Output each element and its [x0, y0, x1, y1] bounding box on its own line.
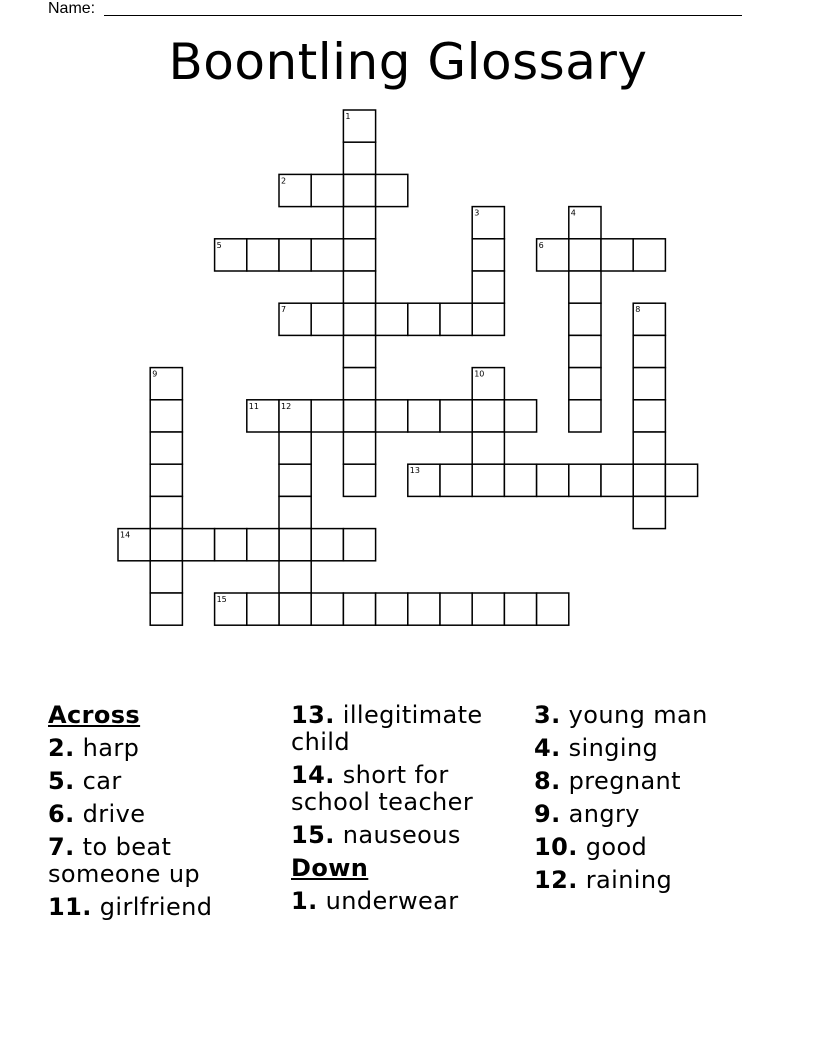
clue-text: singing [568, 734, 659, 762]
grid-cell[interactable] [504, 593, 536, 625]
grid-cell[interactable] [279, 464, 311, 496]
clue-number: 5. [48, 767, 75, 795]
clue-text: short for school teacher [291, 761, 474, 816]
grid-cell[interactable] [150, 464, 182, 496]
grid-cell[interactable] [633, 303, 665, 335]
clue-number: 9. [534, 800, 561, 828]
grid-cell[interactable] [472, 368, 504, 400]
clue-column-3 [534, 702, 774, 900]
grid-cell[interactable] [408, 464, 440, 496]
grid-cell[interactable] [247, 400, 279, 432]
grid-cell[interactable] [150, 432, 182, 464]
clue-number: 8. [534, 767, 561, 795]
grid-cell[interactable] [279, 561, 311, 593]
grid-cell[interactable] [440, 400, 472, 432]
clue-number: 14. [291, 761, 335, 789]
grid-cell[interactable] [504, 464, 536, 496]
grid-clue-number: 4 [570, 208, 576, 218]
grid-cell[interactable] [376, 593, 408, 625]
grid-cell[interactable] [537, 464, 569, 496]
grid-cell[interactable] [440, 464, 472, 496]
grid-cell[interactable] [569, 303, 601, 335]
grid-clue-number: 2 [281, 176, 287, 186]
grid-cell[interactable] [569, 239, 601, 271]
grid-cell[interactable] [537, 593, 569, 625]
grid-clue-number: 7 [281, 305, 287, 315]
clue-number: 12. [534, 866, 578, 894]
grid-cell[interactable] [343, 432, 375, 464]
grid-cell[interactable] [150, 368, 182, 400]
clue-text: car [82, 767, 122, 795]
grid-cell[interactable] [569, 271, 601, 303]
clue-text: harp [82, 734, 140, 762]
clue-text: raining [585, 866, 673, 894]
grid-cell[interactable] [343, 335, 375, 367]
grid-cell[interactable] [279, 400, 311, 432]
grid-clue-number: 11 [248, 401, 259, 411]
grid-cell[interactable] [215, 239, 247, 271]
grid-cell[interactable] [569, 400, 601, 432]
clue-number: 7. [48, 833, 75, 861]
clue-text: nauseous [342, 821, 461, 849]
grid-clue-number: 5 [216, 240, 222, 250]
grid-cell[interactable] [504, 400, 536, 432]
grid-cell[interactable] [343, 593, 375, 625]
clue-text: girlfriend [99, 893, 213, 921]
grid-cell[interactable] [665, 464, 697, 496]
grid-cell[interactable] [279, 593, 311, 625]
grid-cell[interactable] [311, 174, 343, 206]
grid-cell[interactable] [343, 207, 375, 239]
clue-across-11[interactable] [48, 894, 280, 921]
grid-cell[interactable] [376, 174, 408, 206]
grid-cell[interactable] [472, 432, 504, 464]
grid-cell[interactable] [279, 239, 311, 271]
grid-cell[interactable] [472, 207, 504, 239]
clue-down-12[interactable] [534, 867, 774, 894]
grid-cell[interactable] [376, 303, 408, 335]
grid-cell[interactable] [279, 529, 311, 561]
grid-cell[interactable] [311, 303, 343, 335]
clue-number: 6. [48, 800, 75, 828]
grid-cell[interactable] [247, 529, 279, 561]
grid-clue-number: 10 [474, 369, 485, 379]
grid-cell[interactable] [633, 400, 665, 432]
grid-cell[interactable] [343, 110, 375, 142]
grid-cell[interactable] [569, 207, 601, 239]
clue-across-2[interactable] [48, 735, 280, 762]
grid-cell[interactable] [215, 593, 247, 625]
grid-cell[interactable] [343, 271, 375, 303]
grid-cell[interactable] [343, 464, 375, 496]
grid-cell[interactable] [440, 593, 472, 625]
grid-cell[interactable] [215, 529, 247, 561]
grid-cell[interactable] [472, 303, 504, 335]
grid-cell[interactable] [150, 400, 182, 432]
clue-number: 10. [534, 833, 578, 861]
clue-text: pregnant [568, 767, 681, 795]
grid-cell[interactable] [311, 239, 343, 271]
name-blank-line[interactable] [104, 15, 742, 16]
grid-clue-number: 1 [345, 112, 351, 121]
clue-number: 3. [534, 701, 561, 729]
grid-cell[interactable] [279, 174, 311, 206]
clue-down-10[interactable] [534, 834, 774, 861]
grid-cell[interactable] [311, 529, 343, 561]
clue-number: 11. [48, 893, 92, 921]
clue-number: 1. [291, 887, 318, 915]
grid-cell[interactable] [569, 368, 601, 400]
grid-cell[interactable] [472, 239, 504, 271]
across-heading: Across [48, 701, 141, 729]
grid-cell[interactable] [408, 303, 440, 335]
grid-cell[interactable] [343, 239, 375, 271]
grid-cell[interactable] [150, 561, 182, 593]
grid-cell[interactable] [472, 593, 504, 625]
grid-clue-number: 8 [635, 305, 641, 315]
grid-cell[interactable] [633, 432, 665, 464]
grid-cell[interactable] [343, 368, 375, 400]
grid-cell[interactable] [150, 593, 182, 625]
grid-clue-number: 14 [120, 530, 131, 540]
grid-cell[interactable] [311, 400, 343, 432]
grid-cell[interactable] [633, 496, 665, 528]
grid-clue-number: 13 [409, 466, 420, 476]
down-heading: Down [291, 854, 369, 882]
grid-cell[interactable] [279, 432, 311, 464]
clue-down-4[interactable] [534, 735, 774, 762]
grid-cell[interactable] [182, 529, 214, 561]
clue-down-8[interactable] [534, 768, 774, 795]
grid-cell[interactable] [376, 400, 408, 432]
grid-clue-number: 15 [216, 595, 227, 604]
clue-column-2 [291, 702, 526, 921]
grid-cell[interactable] [633, 239, 665, 271]
grid-cell[interactable] [601, 464, 633, 496]
clue-text: good [585, 833, 648, 861]
clue-text: illegitimate child [291, 701, 483, 756]
grid-cell[interactable] [440, 303, 472, 335]
grid-cell[interactable] [311, 593, 343, 625]
grid-cell[interactable] [408, 593, 440, 625]
grid-cell[interactable] [633, 335, 665, 367]
grid-clue-number: 3 [474, 208, 480, 218]
grid-cell[interactable] [633, 368, 665, 400]
grid-cell[interactable] [343, 400, 375, 432]
grid-clue-number: 9 [152, 369, 158, 379]
clue-across-6[interactable] [48, 801, 280, 828]
grid-cell[interactable] [569, 464, 601, 496]
grid-clue-number: 12 [281, 401, 292, 411]
grid-clue-number: 6 [538, 240, 544, 250]
clue-text: young man [568, 701, 708, 729]
grid-cell[interactable] [472, 271, 504, 303]
clue-text: underwear [325, 887, 459, 915]
grid-cell[interactable] [472, 464, 504, 496]
grid-cell[interactable] [569, 335, 601, 367]
grid-cell[interactable] [343, 174, 375, 206]
grid-cell[interactable] [343, 529, 375, 561]
grid-cell[interactable] [150, 496, 182, 528]
grid-cell[interactable] [472, 400, 504, 432]
clue-number: 2. [48, 734, 75, 762]
grid-cell[interactable] [537, 239, 569, 271]
grid-cell[interactable] [279, 303, 311, 335]
grid-cell[interactable] [118, 529, 150, 561]
grid-cell[interactable] [601, 239, 633, 271]
grid-cell[interactable] [247, 593, 279, 625]
clue-number: 4. [534, 734, 561, 762]
clue-down-9[interactable] [534, 801, 774, 828]
page-title: Boontling Glossary [168, 33, 648, 91]
clue-text: angry [568, 800, 640, 828]
clue-across-5[interactable] [48, 768, 280, 795]
clue-column-1 [48, 702, 280, 927]
clue-down-1[interactable] [291, 888, 526, 915]
grid-cell[interactable] [279, 496, 311, 528]
grid-cell[interactable] [343, 303, 375, 335]
grid-cell[interactable] [247, 239, 279, 271]
clue-number: 15. [291, 821, 335, 849]
clue-down-3[interactable] [534, 702, 774, 729]
grid-cell[interactable] [343, 142, 375, 174]
clue-text: to beat someone up [48, 833, 201, 888]
clue-text: drive [82, 800, 146, 828]
name-label: Name: [48, 0, 96, 17]
clue-number: 13. [291, 701, 335, 729]
clue-across-7[interactable] [48, 834, 280, 888]
grid-cell[interactable] [633, 464, 665, 496]
clue-across-15[interactable] [291, 822, 526, 849]
grid-cell[interactable] [408, 400, 440, 432]
clue-across-14[interactable] [291, 762, 526, 816]
grid-cell[interactable] [150, 529, 182, 561]
clue-across-13[interactable] [291, 702, 526, 756]
